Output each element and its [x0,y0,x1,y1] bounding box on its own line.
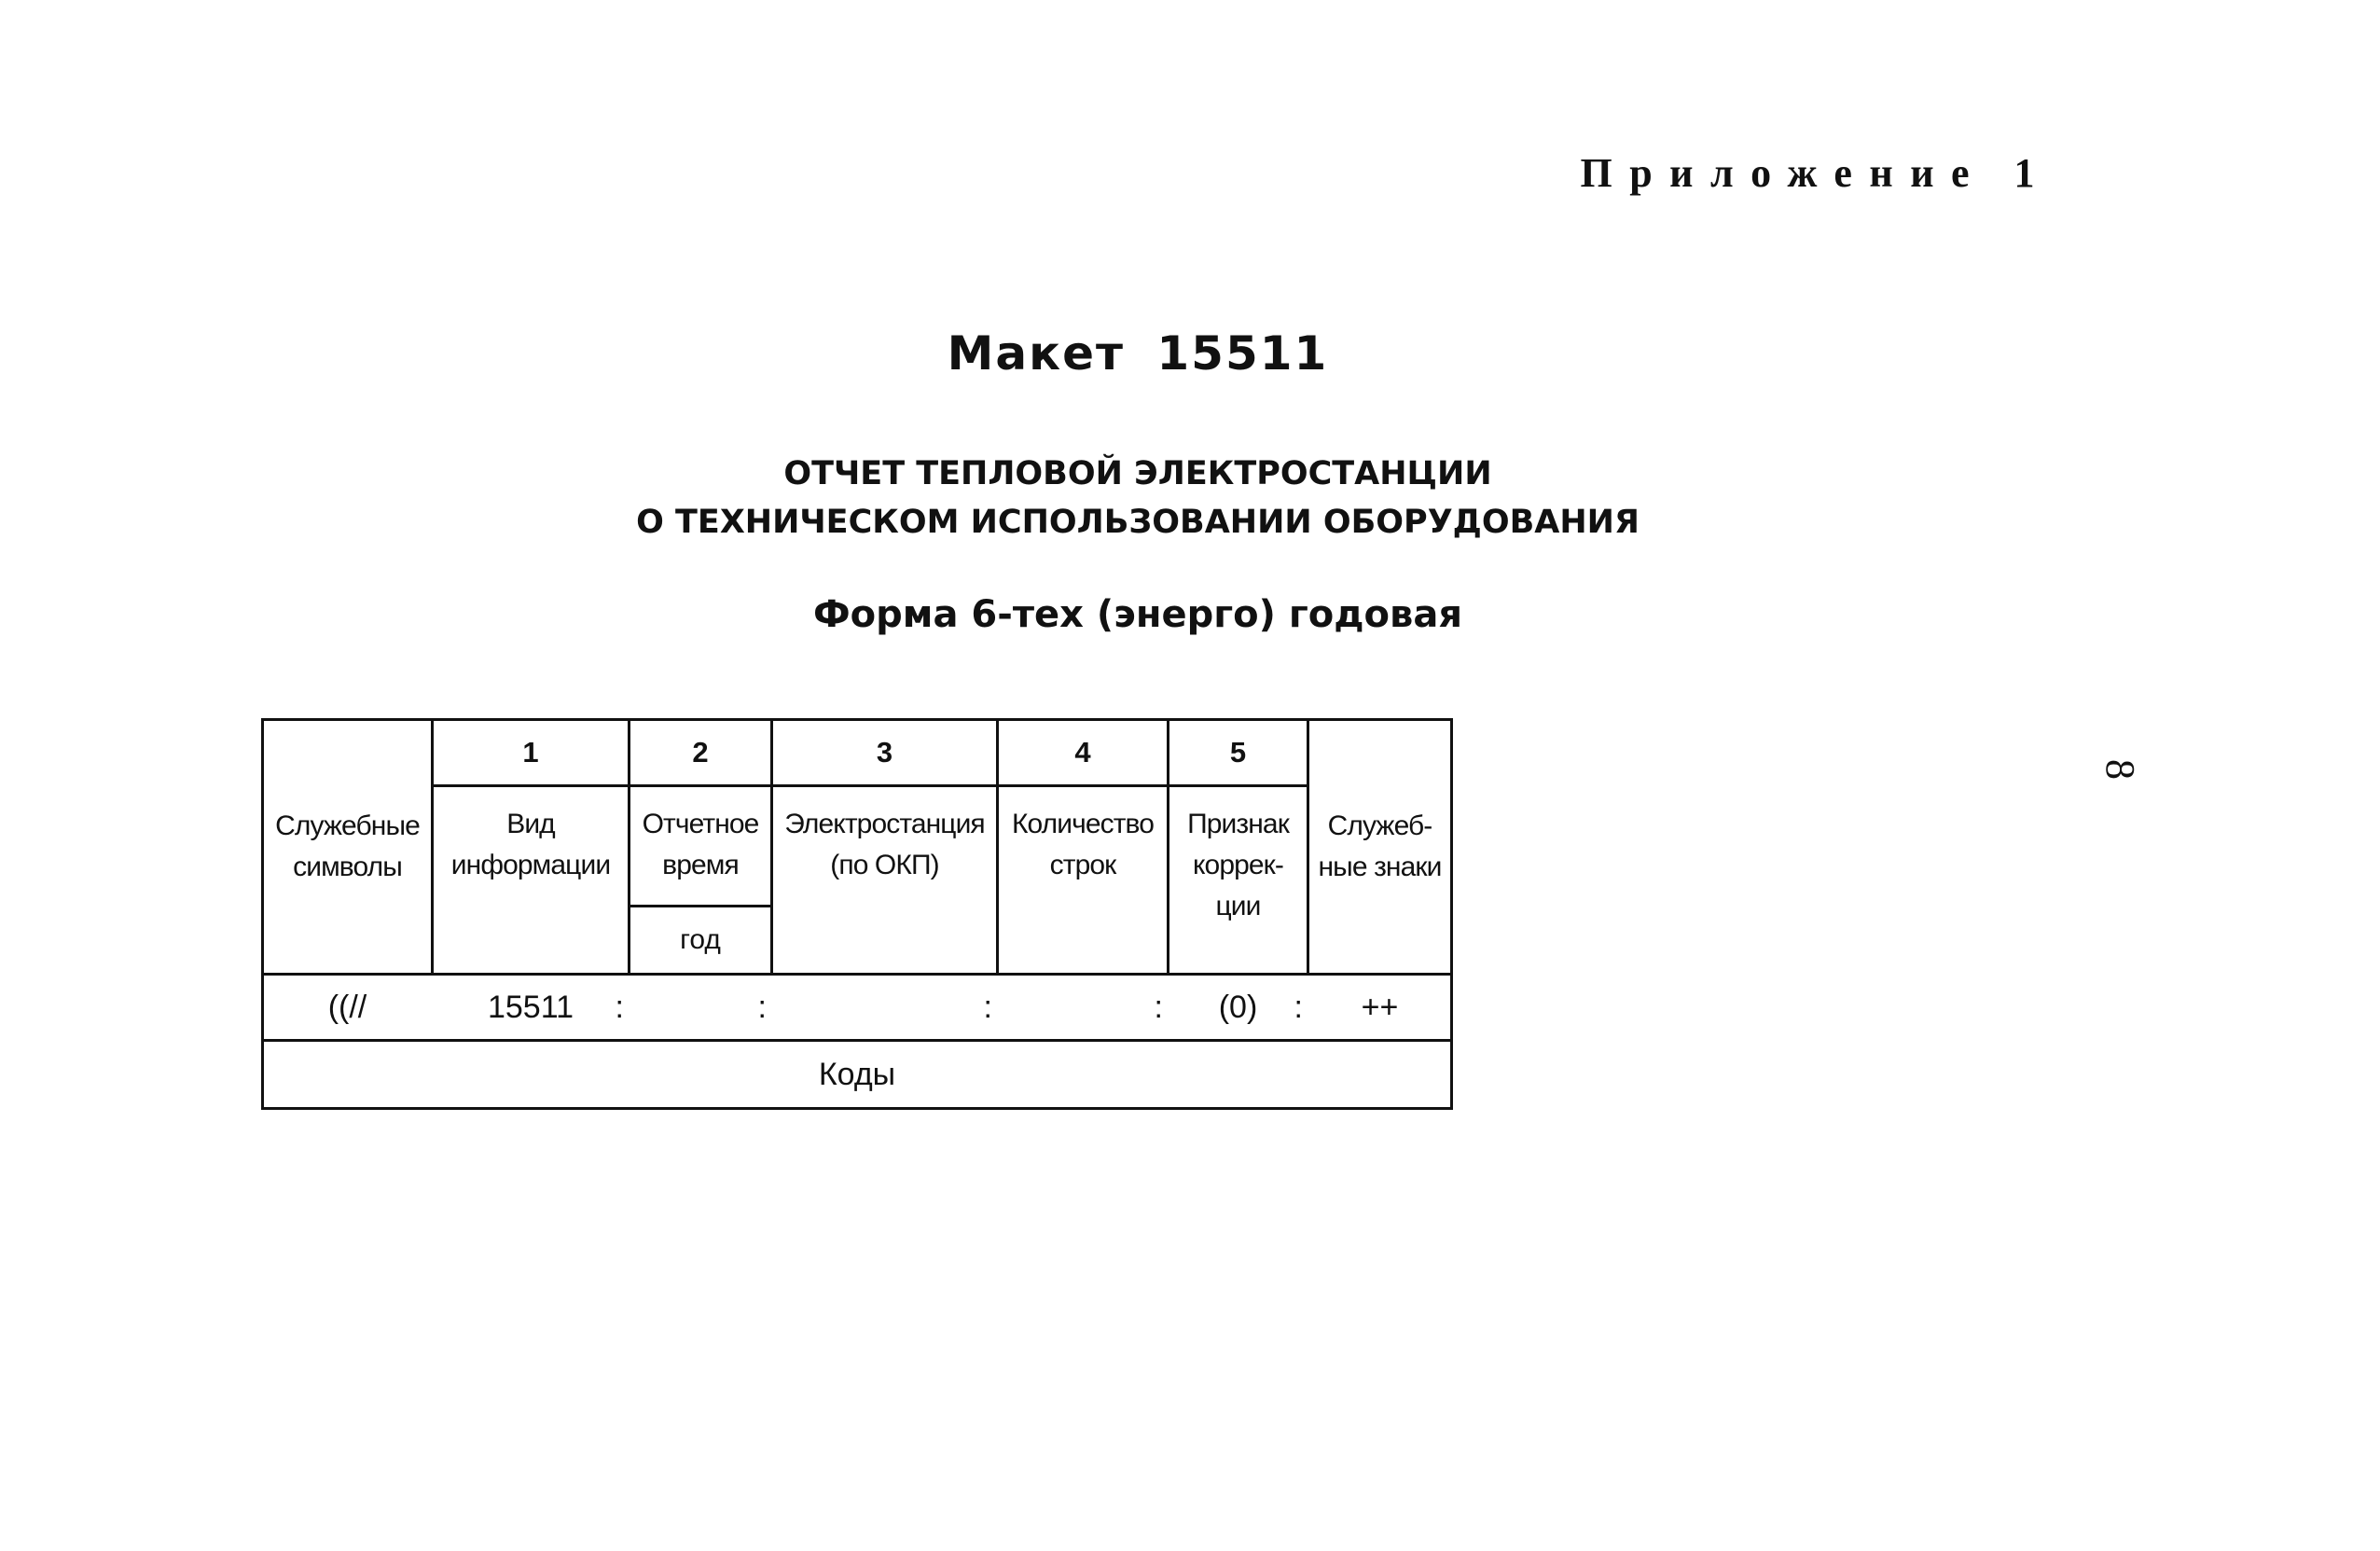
codes-label: Коды [263,1041,1452,1109]
separator-colon: : [757,990,767,1025]
header-line: Электростанция [784,809,985,839]
header-line: коррек- [1192,850,1283,880]
header-line: Отчетное [642,809,759,839]
header-report-time [630,786,772,907]
maket-title: Макет 15511 [947,326,1329,381]
column-number-3: 3 [772,720,998,786]
value-correction [1169,975,1308,1041]
value-service-symbols [263,975,433,1041]
column-number-2: 2 [630,720,772,786]
column-number-4: 4 [998,720,1169,786]
column-number-row [263,720,1452,786]
header-line: Количество [1011,809,1155,839]
header-line: ные знаки [1318,852,1442,882]
value-text: ++ [1361,990,1399,1025]
header-line: Служеб- [1327,810,1432,841]
header-line: (по ОКП) [830,850,939,880]
value-row-count [998,975,1169,1041]
value-info-type [433,975,630,1041]
report-title [0,450,2276,547]
report-title-line-2: О ТЕХНИЧЕСКОМ ИСПОЛЬЗОВАНИИ ОБОРУДОВАНИЯ [636,504,1640,541]
separator-colon: : [1294,990,1303,1025]
separator-colon: : [983,990,992,1025]
value-text: ((// [327,990,367,1025]
values-row [263,975,1452,1041]
value-text: 15511 [487,990,574,1025]
separator-colon: : [615,990,624,1025]
header-line: строк [1049,850,1116,880]
header-line: информации [450,850,611,880]
value-text: (0) [1218,990,1258,1025]
header-line: Признак [1187,809,1289,839]
header-row-count [998,786,1169,975]
header-report-time-year: год [630,907,772,975]
header-row [263,786,1452,907]
header-line: Служебные [275,810,420,841]
column-number-5: 5 [1169,720,1308,786]
header-line: Вид [506,809,555,839]
header-correction [1169,786,1308,975]
header-line: время [662,850,739,880]
page-number: 8 [2097,759,2143,780]
appendix-label: Приложение 1 [1580,150,2052,196]
header-service-symbols [263,720,433,975]
header-power-station [772,786,998,975]
header-service-signs [1308,720,1452,975]
separator-colon: : [1154,990,1163,1025]
maket-form-table [261,718,1453,1110]
header-line: ции [1215,891,1261,921]
footer-row [263,1041,1452,1109]
value-report-time [630,975,772,1041]
header-line: символы [293,852,402,882]
report-title-line-1: ОТЧЕТ ТЕПЛОВОЙ ЭЛЕКТРОСТАНЦИИ [783,455,1492,492]
column-number-1: 1 [433,720,630,786]
header-info-type [433,786,630,975]
value-power-station [772,975,998,1041]
value-service-signs [1308,975,1452,1041]
form-name: Форма 6-тех (энерго) годовая [813,593,1462,636]
